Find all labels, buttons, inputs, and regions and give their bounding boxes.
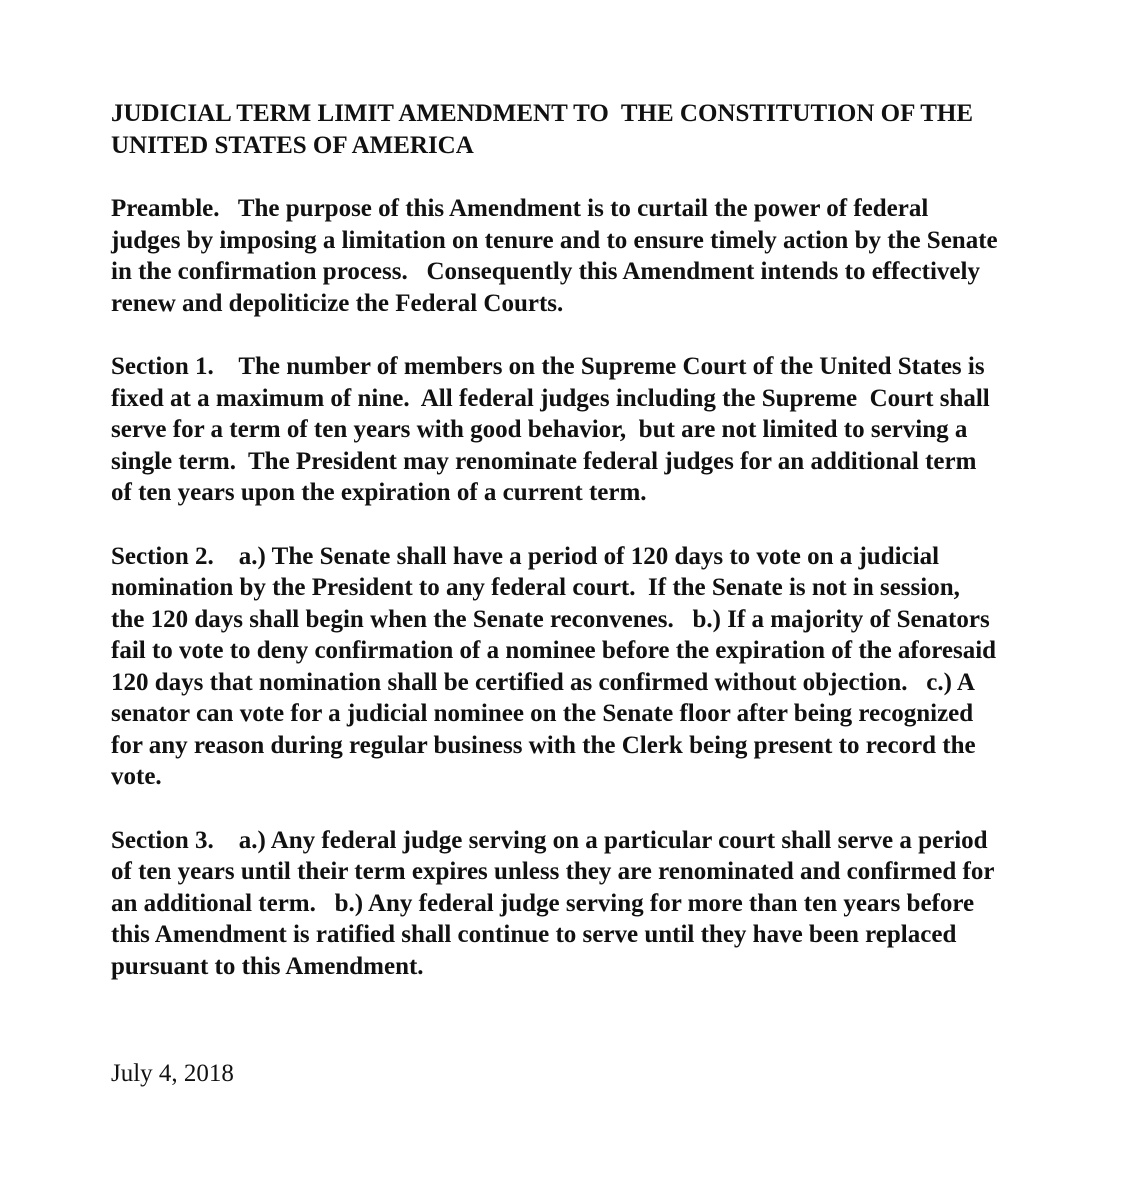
document-date: July 4, 2018	[111, 1060, 234, 1087]
section-3-line: pursuant to this Amendment.	[111, 952, 424, 980]
preamble-line: renew and depoliticize the Federal Courts.	[111, 289, 564, 317]
section-2-line: vote.	[111, 763, 162, 790]
preamble-line: Preamble. The purpose of this Amendment is to curtail the power of federal	[111, 195, 929, 222]
section-1-line: fixed at a maximum of nine. All federal judges including the Supreme Court shall	[111, 384, 990, 412]
preamble-line: judges by imposing a limitation on tenure and to ensure timely action by the Senate	[111, 226, 998, 254]
preamble-line: in the confirmation process. Consequently this Amendment intends to effectively	[111, 258, 980, 285]
section-1-line: single term. The President may renominate federal judges for an additional term	[111, 447, 977, 475]
section-1-line: of ten years upon the expiration of a current term.	[111, 479, 647, 506]
section-3-line: an additional term. b.) Any federal judge serving for more than ten years before	[111, 889, 975, 917]
document-title	[111, 98, 1101, 161]
section-1-line: serve for a term of ten years with good behavior, but are not limited to serving a	[111, 416, 968, 443]
section-3-line: this Amendment is ratified shall continue to serve until they have been replaced	[111, 921, 957, 948]
section-2-line: senator can vote for a judicial nominee on the Senate floor after being recognized	[111, 700, 974, 727]
document-body	[111, 98, 1101, 982]
title-line: JUDICIAL TERM LIMIT AMENDMENT TO THE CONSTITUTION OF THE	[111, 100, 974, 127]
section-2-line: nomination by the President to any federal court. If the Senate is not in session,	[111, 574, 960, 601]
section-1-line: Section 1. The number of members on the Supreme Court of the United States is	[111, 353, 985, 380]
section-3-line: Section 3. a.) Any federal judge serving on a particular court shall serve a period	[111, 826, 988, 854]
title-line: UNITED STATES OF AMERICA	[111, 131, 474, 159]
section-2-line: 120 days that nomination shall be certified as confirmed without objection. c.) A	[111, 668, 975, 696]
section-2-line: fail to vote to deny confirmation of a nominee before the expiration of the aforesaid	[111, 637, 997, 664]
section-3-paragraph	[111, 825, 1101, 983]
preamble-paragraph	[111, 193, 1101, 319]
section-2-line: the 120 days shall begin when the Senate reconvenes. b.) If a majority of Senators	[111, 605, 990, 633]
section-3-line: of ten years until their term expires unless they are renominated and confirmed for	[111, 858, 995, 885]
section-1-paragraph	[111, 351, 1101, 509]
section-2-line: Section 2. a.) The Senate shall have a period of 120 days to vote on a judicial	[111, 542, 940, 570]
section-2-paragraph	[111, 541, 1101, 793]
section-2-line: for any reason during regular business with the Clerk being present to record the	[111, 731, 976, 759]
